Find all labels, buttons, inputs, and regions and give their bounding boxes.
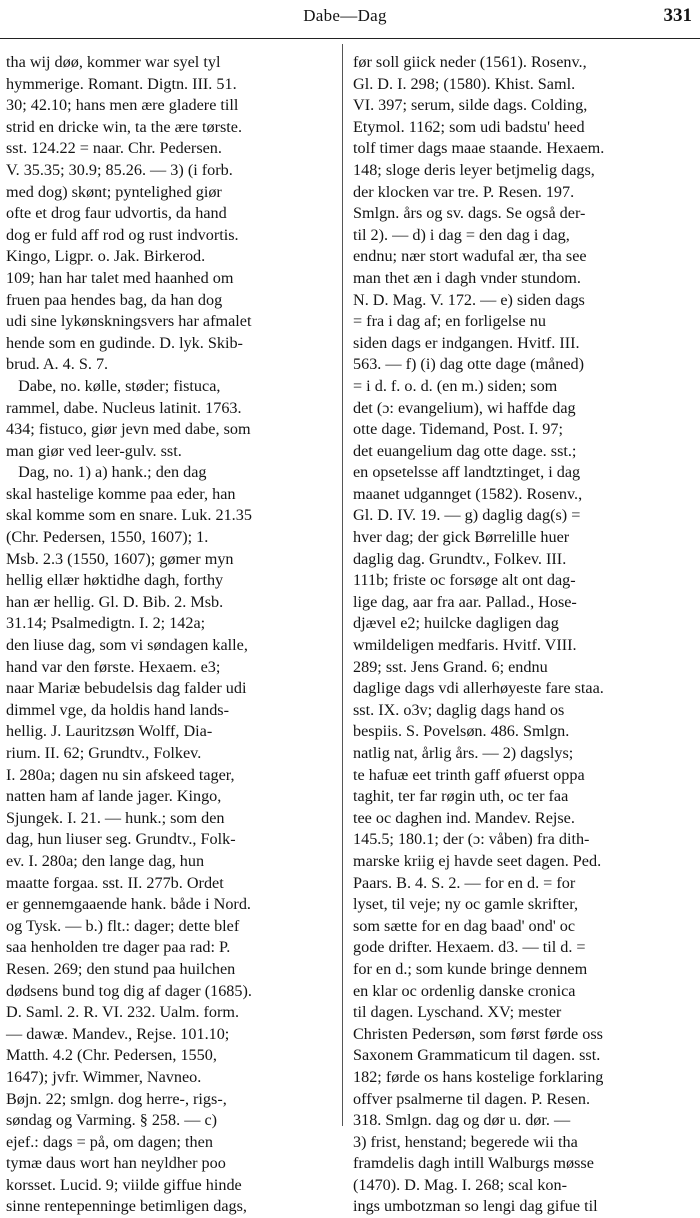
text-line: 30; 42.10; hans men ære gladere till [6,96,239,115]
text-line: Gl. D. IV. 19. — g) daglig dag(s) = [353,506,581,525]
text-line: Bøjn. 22; smlgn. dog herre-, rigs-, [6,1089,227,1108]
text-line: korsset. Lucid. 9; viilde giffue hinde [6,1175,242,1194]
text-line: (1470). D. Mag. I. 268; scal kon- [353,1175,567,1194]
text-line: Smlgn. års og sv. dags. Se også der- [353,204,586,223]
text-line: søndag og Varming. § 258. — c) [6,1111,218,1130]
text-line: Kingo, Ligpr. o. Jak. Birkerod. [6,247,206,266]
column-divider [342,44,343,1126]
text-line: 289; sst. Jens Grand. 6; endnu [353,657,548,676]
text-line: dog er fuld aff rod og rust indvortis. [6,225,239,244]
text-line: der klocken var tre. P. Resen. 197. [353,182,575,201]
text-line: hand var den første. Hexaem. e3; [6,657,221,676]
text-line: saa henholden tre dager paa rad: P. [6,938,231,957]
text-line: brud. A. 4. S. 7. [6,355,109,374]
text-line: 434; fistuco, giør jevn med dabe, som [6,420,251,439]
text-line: det euangelium dag otte dage. sst.; [353,441,577,460]
text-line: daglig dag. Grundtv., Folkev. III. [353,549,567,568]
text-line: en klar oc ordenlig danske cronica [353,981,576,1000]
text-line: den liuse dag, som vi søndagen kalle, [6,636,248,655]
text-line: V. 35.35; 30.9; 85.26. — 3) (i forb. [6,160,233,179]
text-line: wmildeligen medfaris. Hvitf. VIII. [353,636,577,655]
text-line: fruen paa hendes bag, da han dog [6,290,223,309]
text-line: marske kriig ej havde seet dagen. Ped. [353,851,602,870]
text-line: dødsens bund tog dig af dager (1685). [6,981,252,1000]
text-line: Paars. B. 4. S. 2. — for en d. = for [353,873,576,892]
text-line: Etymol. 1162; som udi badstu' heed [353,117,585,136]
text-line: Saxonem Grammaticum til dagen. sst. [353,1046,601,1065]
text-line: man thet æn i dagh vnder stundom. [353,268,581,287]
text-line: 31.14; Psalmedigtn. I. 2; 142a; [6,614,206,633]
text-line: D. Saml. 2. R. VI. 232. Ualm. form. [6,1003,240,1022]
text-line: rium. II. 62; Grundtv., Folkev. [6,744,202,762]
text-line: før soll giick neder (1561). Rosenv., [353,53,587,71]
text-line: = i d. f. o. d. (en m.) siden; som [353,376,558,395]
text-line: 111b; friste oc forsøge alt ont dag- [353,571,576,590]
text-line: hver dag; der gick Børrelille huer [353,528,570,547]
text-line: Msb. 2.3 (1550, 1607); gømer myn [6,549,234,568]
text-line: djævel e2; huilcke dagligen dag [353,614,559,633]
text-line: maanet udgannget (1582). Rosenv., [353,484,583,503]
text-line: en opsetelsse aff landtztinget, i dag [353,463,581,482]
text-line: 1647); jvfr. Wimmer, Navneo. [6,1067,202,1086]
text-line: hende som en gudinde. D. lyk. Skib- [6,333,243,352]
text-line: endnu; nær stort wadufal ær, tha see [353,247,587,266]
text-line: daglige dags vdi allerhøyeste fare staa. [353,679,604,698]
text-line: er gennemgaaende hank. både i Nord. [6,895,251,914]
left-column [6,52,336,1216]
text-line: ejef.: dags = på, om dagen; then [6,1132,213,1151]
text-line: og Tysk. — b.) flt.: dager; dette blef [6,916,240,935]
text-line: N. D. Mag. V. 172. — e) siden dags [353,290,585,309]
text-line: sinne rentepenninge betimligen dags, [6,1197,247,1216]
text-line: lyset, til veje; ny oc gamle skrifter, [353,895,579,914]
text-line: skal hastelige komme paa eder, han [6,484,236,503]
text-line: det (ɔ: evangelium), wi haffde dag [353,398,576,417]
text-line: dag, hun liuser seg. Grundtv., Folk- [6,830,236,849]
text-line: 563. — f) (i) dag otte dage (måned) [353,355,585,374]
text-line: lige dag, aar fra aar. Pallad., Hose- [353,592,577,611]
text-line: strid en dricke win, ta the ære tørste. [6,117,242,136]
text-line: ofte et drog faur udvortis, da hand [6,204,227,223]
text-line: hymmerige. Romant. Digtn. III. 51. [6,74,237,93]
text-line: Dabe, no. kølle, støder; fistuca, [6,376,221,395]
right-column [353,52,693,1216]
text-line: udi sine lykønskningsvers har afmalet [6,312,252,331]
text-line: natlig nat, årlig års. — 2) dagslys; [353,744,574,762]
text-line: maatte forgaa. sst. II. 277b. Ordet [6,873,224,892]
text-line: ev. I. 280a; den lange dag, hun [6,851,205,870]
text-line: (Chr. Pedersen, 1550, 1607); 1. [6,528,209,547]
text-line: framdelis dagh intill Walburgs møsse [353,1154,594,1173]
text-line: sst. IX. o3v; daglig dags hand os [353,700,565,719]
text-line: Gl. D. I. 298; (1580). Khist. Saml. [353,74,576,93]
text-line: rammel, dabe. Nucleus latinit. 1763. [6,398,242,417]
running-head: Dabe—Dag [303,6,387,25]
text-line: tha wij døø, kommer war syel tyl [6,53,221,71]
text-line: = fra i dag af; en forligelse nu [353,312,546,331]
text-line: 3) frist, henstand; begerede wii tha [353,1132,578,1151]
text-line: til dagen. Lyschand. XV; mester [353,1003,562,1022]
text-line: bespiis. S. Povelsøn. 486. Smlgn. [353,722,570,741]
text-line: ings umbotzman so lengi dag gifue til [353,1197,598,1216]
text-line: for en d.; som kunde bringe dennem [353,959,588,978]
text-line: som sætte for en dag baad' ond' oc [353,916,576,935]
text-line: tee oc daghen ind. Mandev. Rejse. [353,808,575,827]
text-line: siden dags er indgangen. Hvitf. III. [353,333,580,352]
text-line: 109; han har talet med haanhed om [6,268,234,287]
text-line: tolf timer dags maae staande. Hexaem. [353,139,605,158]
text-line: Sjungek. I. 21. — hunk.; som den [6,808,225,827]
text-line: natten ham af lande jager. Kingo, [6,787,222,806]
text-line: 148; sloge deris leyer betjmelig dags, [353,160,595,179]
text-line: te hafuæ eet trinth gaff øfuerst oppa [353,765,585,784]
text-line: sst. 124.22 = naar. Chr. Pedersen. [6,139,222,158]
text-line: skal komme som en snare. Luk. 21.35 [6,506,252,525]
text-line: hellig ellær høktidhe dagh, forthy [6,571,224,590]
text-line: 318. Smlgn. dag og dør u. dør. — [353,1111,571,1130]
text-line: I. 280a; dagen nu sin afskeed tager, [6,765,235,784]
text-line: offver psalmerne til dagen. P. Resen. [353,1089,591,1108]
page-header [0,4,700,39]
text-line: hellig. J. Lauritzsøn Wolff, Dia- [6,722,213,741]
text-line: naar Mariæ bebudelsis dag falder udi [6,679,247,698]
page-number: 331 [663,5,692,26]
text-line: otte dage. Tidemand, Post. I. 97; [353,420,563,439]
text-line: VI. 397; serum, silde dags. Colding, [353,96,588,115]
text-line: tymæ daus wort han neyldher poo [6,1154,226,1173]
text-line: 145.5; 180.1; der (ɔ: våben) fra dith- [353,830,590,849]
text-line: Matth. 4.2 (Chr. Pedersen, 1550, [6,1046,217,1065]
text-line: Dag, no. 1) a) hank.; den dag [6,463,207,482]
text-line: taghit, ter far røgin uth, oc ter faa [353,787,569,806]
text-line: han ær hellig. Gl. D. Bib. 2. Msb. [6,592,224,611]
text-line: — dawæ. Mandev., Rejse. 101.10; [6,1024,230,1043]
text-line: Resen. 269; den stund paa huilchen [6,959,236,978]
text-line: med dog) skønt; pyntelighed giør [6,182,222,201]
text-line: gode drifter. Hexaem. d3. — til d. = [353,938,586,957]
text-line: dimmel vge, da holdis hand lands- [6,700,229,719]
text-line: 182; førde os hans kostelige forklaring [353,1067,604,1086]
text-line: Christen Pedersøn, som først førde oss [353,1024,603,1043]
text-line: man giør ved leer-gulv. sst. [6,441,182,460]
text-line: til 2). — d) i dag = den dag i dag, [353,225,570,244]
